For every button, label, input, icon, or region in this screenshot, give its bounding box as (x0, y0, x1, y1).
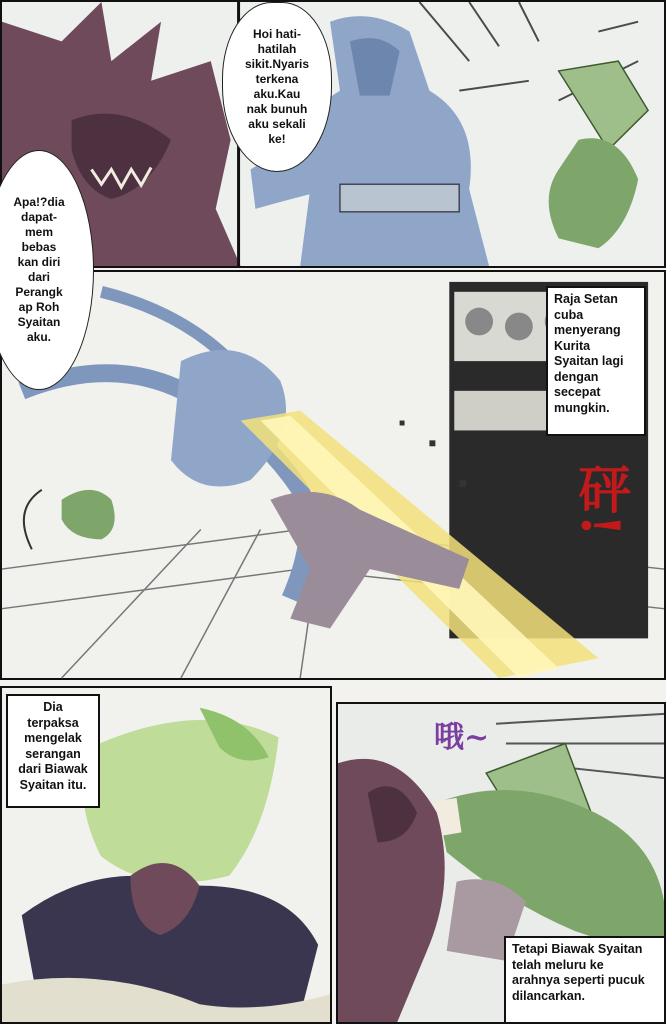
panel-middle (0, 195, 666, 680)
speech-bubble-octopus: Hoi hati- hatilah sikit.Nyaris terkena aku.Kau nak bunuh aku sekali ke! (222, 2, 332, 172)
sfx-oh: 哦~ (434, 720, 490, 755)
panel-top (0, 0, 666, 268)
caption-dia-terpaksa: Dia terpaksa mengelak serangan dari Biawak Syaitan itu. (6, 694, 100, 808)
caption-raja-setan: Raja Setan cuba menyerang Kurita Syaitan lagi dengan secepat mungkin. (546, 286, 646, 436)
panel-bottom-right (336, 702, 666, 1024)
panel-bottom-left (0, 686, 332, 1024)
caption-tetapi-biawak: Tetapi Biawak Syaitan telah meluru ke arahnya seperti pucuk dilancarkan. (504, 936, 666, 1024)
sfx-bang: 砰! (569, 462, 630, 537)
speech-bubble-demon: Apa!?dia dapat- mem bebas kan diri dari Perangk ap Roh Syaitan aku. (0, 150, 94, 390)
panel-top-art (2, 2, 664, 266)
